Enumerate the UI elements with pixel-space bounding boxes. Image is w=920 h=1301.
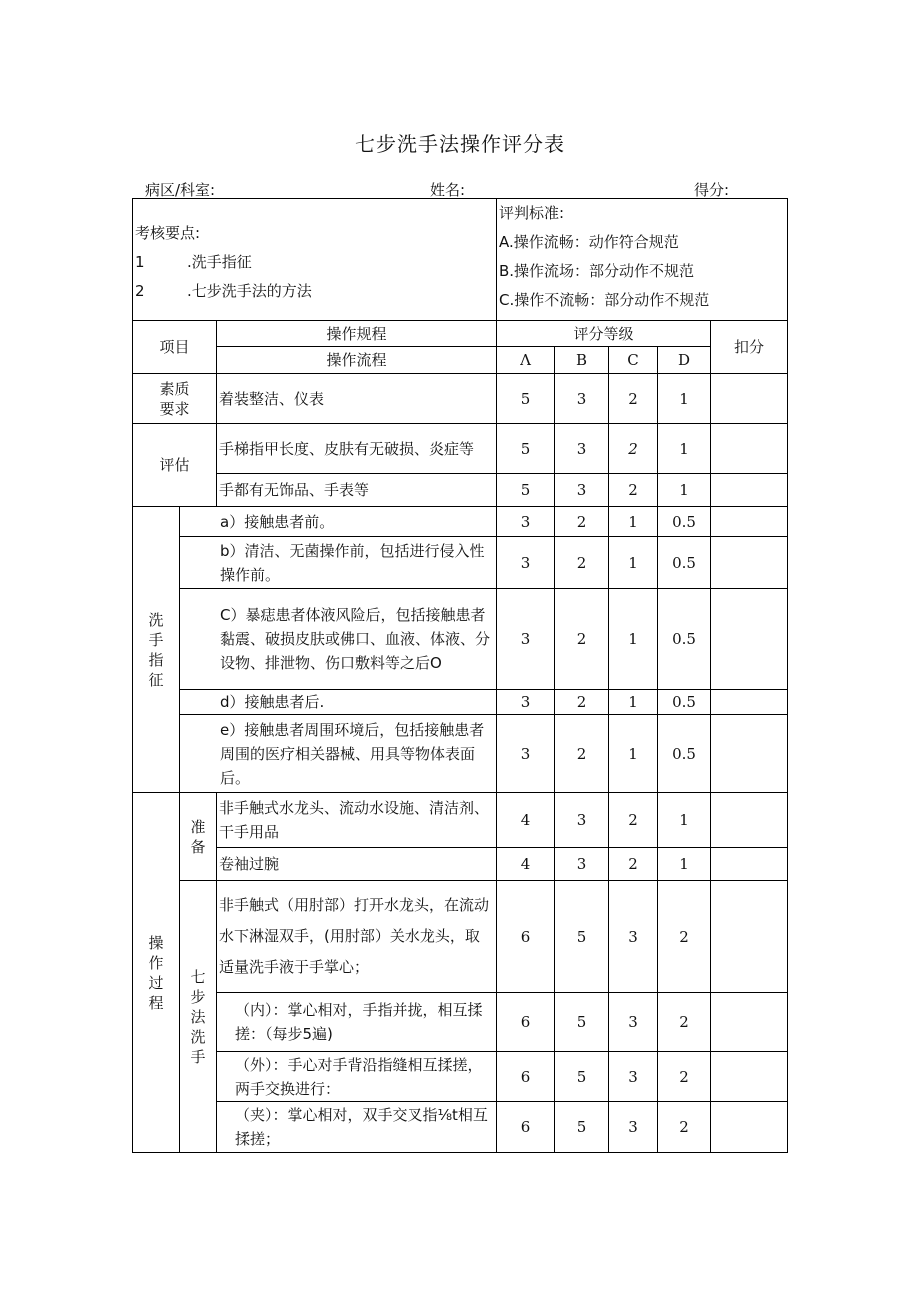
grade-a: 3 [497, 690, 555, 715]
grade-b: 5 [555, 1102, 609, 1153]
grade-c: 1 [609, 589, 658, 690]
grade-c-header: C [609, 347, 658, 374]
section-operation: 操作过程 [133, 793, 180, 1153]
grade-c: 1 [609, 715, 658, 793]
deduct-header: 扣分 [711, 321, 788, 374]
grade-d: 1 [658, 374, 711, 424]
table-row [133, 474, 788, 507]
grade-b: 2 [555, 589, 609, 690]
grade-b: 5 [555, 993, 609, 1052]
deduct-cell [711, 537, 788, 589]
grade-d: 0.5 [658, 690, 711, 715]
page-title: 七步洗手法操作评分表 [355, 132, 565, 156]
grade-a: 5 [497, 474, 555, 507]
criteria-b: B.操作流场：部分动作不规范 [499, 262, 695, 280]
key-points-cell [133, 199, 497, 321]
section-quality: 素质要求 [133, 374, 217, 424]
section-assess: 评估 [133, 424, 217, 507]
deduct-cell [711, 793, 788, 848]
section-prepare: 准备 [180, 793, 217, 881]
grade-a: 6 [497, 1052, 555, 1102]
grade-d: 2 [658, 1102, 711, 1153]
grade-c: 2 [609, 474, 658, 507]
deduct-cell [711, 1052, 788, 1102]
grade-a-header: Λ [497, 347, 555, 374]
section-seven-step: 七步法洗手 [180, 881, 217, 1153]
grade-b-header: B [555, 347, 609, 374]
grade-b: 5 [555, 881, 609, 993]
grade-a: 3 [497, 589, 555, 690]
grade-b: 3 [555, 848, 609, 881]
row-text: e）接触患者周围环境后，包括接触患者周围的医疗相关器械、用具等物体表面后。 [180, 715, 497, 793]
name-label: 姓名: [430, 181, 466, 199]
grade-a: 6 [497, 993, 555, 1052]
grade-a: 3 [497, 715, 555, 793]
grade-c: 3 [609, 1052, 658, 1102]
grade-header: 评分等级 [497, 321, 711, 347]
grade-b: 3 [555, 374, 609, 424]
grade-b: 3 [555, 424, 609, 474]
ward-label: 病区/科室: [145, 181, 216, 199]
grade-b: 5 [555, 1052, 609, 1102]
key-points-label: 考核要点: [135, 224, 201, 242]
grade-c: 3 [609, 881, 658, 993]
grade-a: 4 [497, 793, 555, 848]
row-text: （内）：掌心相对，手指并拢，相互揉搓：（每步5遍) [217, 993, 497, 1052]
table-row [133, 848, 788, 881]
table-row [133, 793, 788, 848]
row-text: （外）：手心对手背沿指缝相互揉搓，两手交换进行： [217, 1052, 497, 1102]
grade-c: 2 [609, 848, 658, 881]
table-row [133, 374, 788, 424]
procedure-flow-header: 操作流程 [217, 347, 497, 374]
criteria-c: C.操作不流畅：部分动作不规范 [499, 291, 710, 309]
key-point-1 [135, 248, 494, 277]
grade-d: 1 [658, 848, 711, 881]
table-row [133, 881, 788, 993]
grade-a: 4 [497, 848, 555, 881]
row-text: b）清洁、无菌操作前，包括进行侵入性操作前。 [180, 537, 497, 589]
grade-d-header: D [658, 347, 711, 374]
grade-a: 6 [497, 1102, 555, 1153]
deduct-cell [711, 993, 788, 1052]
criteria-label: 评判标准: [499, 204, 565, 222]
row-text: 手都有无饰品、手表等 [217, 474, 497, 507]
row-text: 卷袖过腕 [217, 848, 497, 881]
grade-d: 1 [658, 793, 711, 848]
score-label: 得分: [694, 181, 730, 199]
grade-c: 1 [609, 537, 658, 589]
row-text: 着装整洁、仪表 [217, 374, 497, 424]
deduct-cell [711, 374, 788, 424]
scoring-table [132, 198, 788, 1153]
grade-c: 3 [609, 993, 658, 1052]
grade-a: 3 [497, 537, 555, 589]
key-point-number: 1 [135, 253, 145, 271]
deduct-cell [711, 507, 788, 537]
grade-c: 3 [609, 1102, 658, 1153]
grade-b: 3 [555, 793, 609, 848]
grade-b: 3 [555, 474, 609, 507]
deduct-cell [711, 424, 788, 474]
deduct-cell [711, 589, 788, 690]
grade-b: 2 [555, 690, 609, 715]
table-row [133, 537, 788, 589]
table-row [133, 993, 788, 1052]
table-row [133, 690, 788, 715]
grade-d: 0.5 [658, 507, 711, 537]
grade-a: 5 [497, 374, 555, 424]
grade-a: 6 [497, 881, 555, 993]
row-text: （夹）：掌心相对，双手交叉指⅛t相互揉搓； [217, 1102, 497, 1153]
grade-c: 1 [609, 690, 658, 715]
grade-d: 0.5 [658, 589, 711, 690]
table-row [133, 1102, 788, 1153]
deduct-cell [711, 848, 788, 881]
key-point-text: .七步洗手法的方法 [187, 282, 312, 300]
item-header: 项目 [133, 321, 217, 374]
info-row [133, 199, 788, 321]
grade-d: 2 [658, 881, 711, 993]
grade-c: 2 [609, 424, 658, 474]
grade-a: 5 [497, 424, 555, 474]
grade-c: 2 [609, 374, 658, 424]
deduct-cell [711, 715, 788, 793]
table-row [133, 715, 788, 793]
deduct-cell [711, 690, 788, 715]
row-text: 非手触式水龙头、流动水设施、清洁剂、干手用品 [217, 793, 497, 848]
criteria-cell [497, 199, 788, 321]
key-point-2 [135, 277, 494, 306]
row-text: a）接触患者前。 [180, 507, 497, 537]
procedure-rule-header: 操作规程 [217, 321, 497, 347]
grade-a: 3 [497, 507, 555, 537]
deduct-cell [711, 1102, 788, 1153]
grade-d: 1 [658, 474, 711, 507]
table-row [133, 1052, 788, 1102]
grade-b: 2 [555, 715, 609, 793]
criteria-a: A.操作流畅：动作符合规范 [499, 233, 679, 251]
table-row [133, 507, 788, 537]
row-text: 手梯指甲长度、皮肤有无破损、炎症等 [217, 424, 497, 474]
row-text: d）接触患者后. [180, 690, 497, 715]
deduct-cell [711, 881, 788, 993]
table-row [133, 424, 788, 474]
grade-c: 2 [609, 793, 658, 848]
key-point-text: .洗手指征 [187, 253, 252, 271]
column-header-row-1 [133, 321, 788, 347]
row-text: C）暴痣患者体液风险后，包括接触患者黏震、破损皮肤或佛口、血液、体液、分设物、排泄物、伤口敷料等之后O [180, 589, 497, 690]
grade-d: 0.5 [658, 715, 711, 793]
grade-d: 2 [658, 1052, 711, 1102]
grade-b: 2 [555, 537, 609, 589]
grade-c: 1 [609, 507, 658, 537]
section-indication: 洗手指征 [133, 507, 180, 793]
grade-d: 0.5 [658, 537, 711, 589]
grade-b: 2 [555, 507, 609, 537]
grade-d: 1 [658, 424, 711, 474]
table-row [133, 589, 788, 690]
grade-d: 2 [658, 993, 711, 1052]
key-point-number: 2 [135, 282, 145, 300]
deduct-cell [711, 474, 788, 507]
column-header-row-2 [133, 347, 788, 374]
row-text: 非手触式（用肘部）打开水龙头，在流动水下淋湿双手，(用肘部）关水龙头，取适量洗手液于手掌心； [217, 881, 497, 993]
